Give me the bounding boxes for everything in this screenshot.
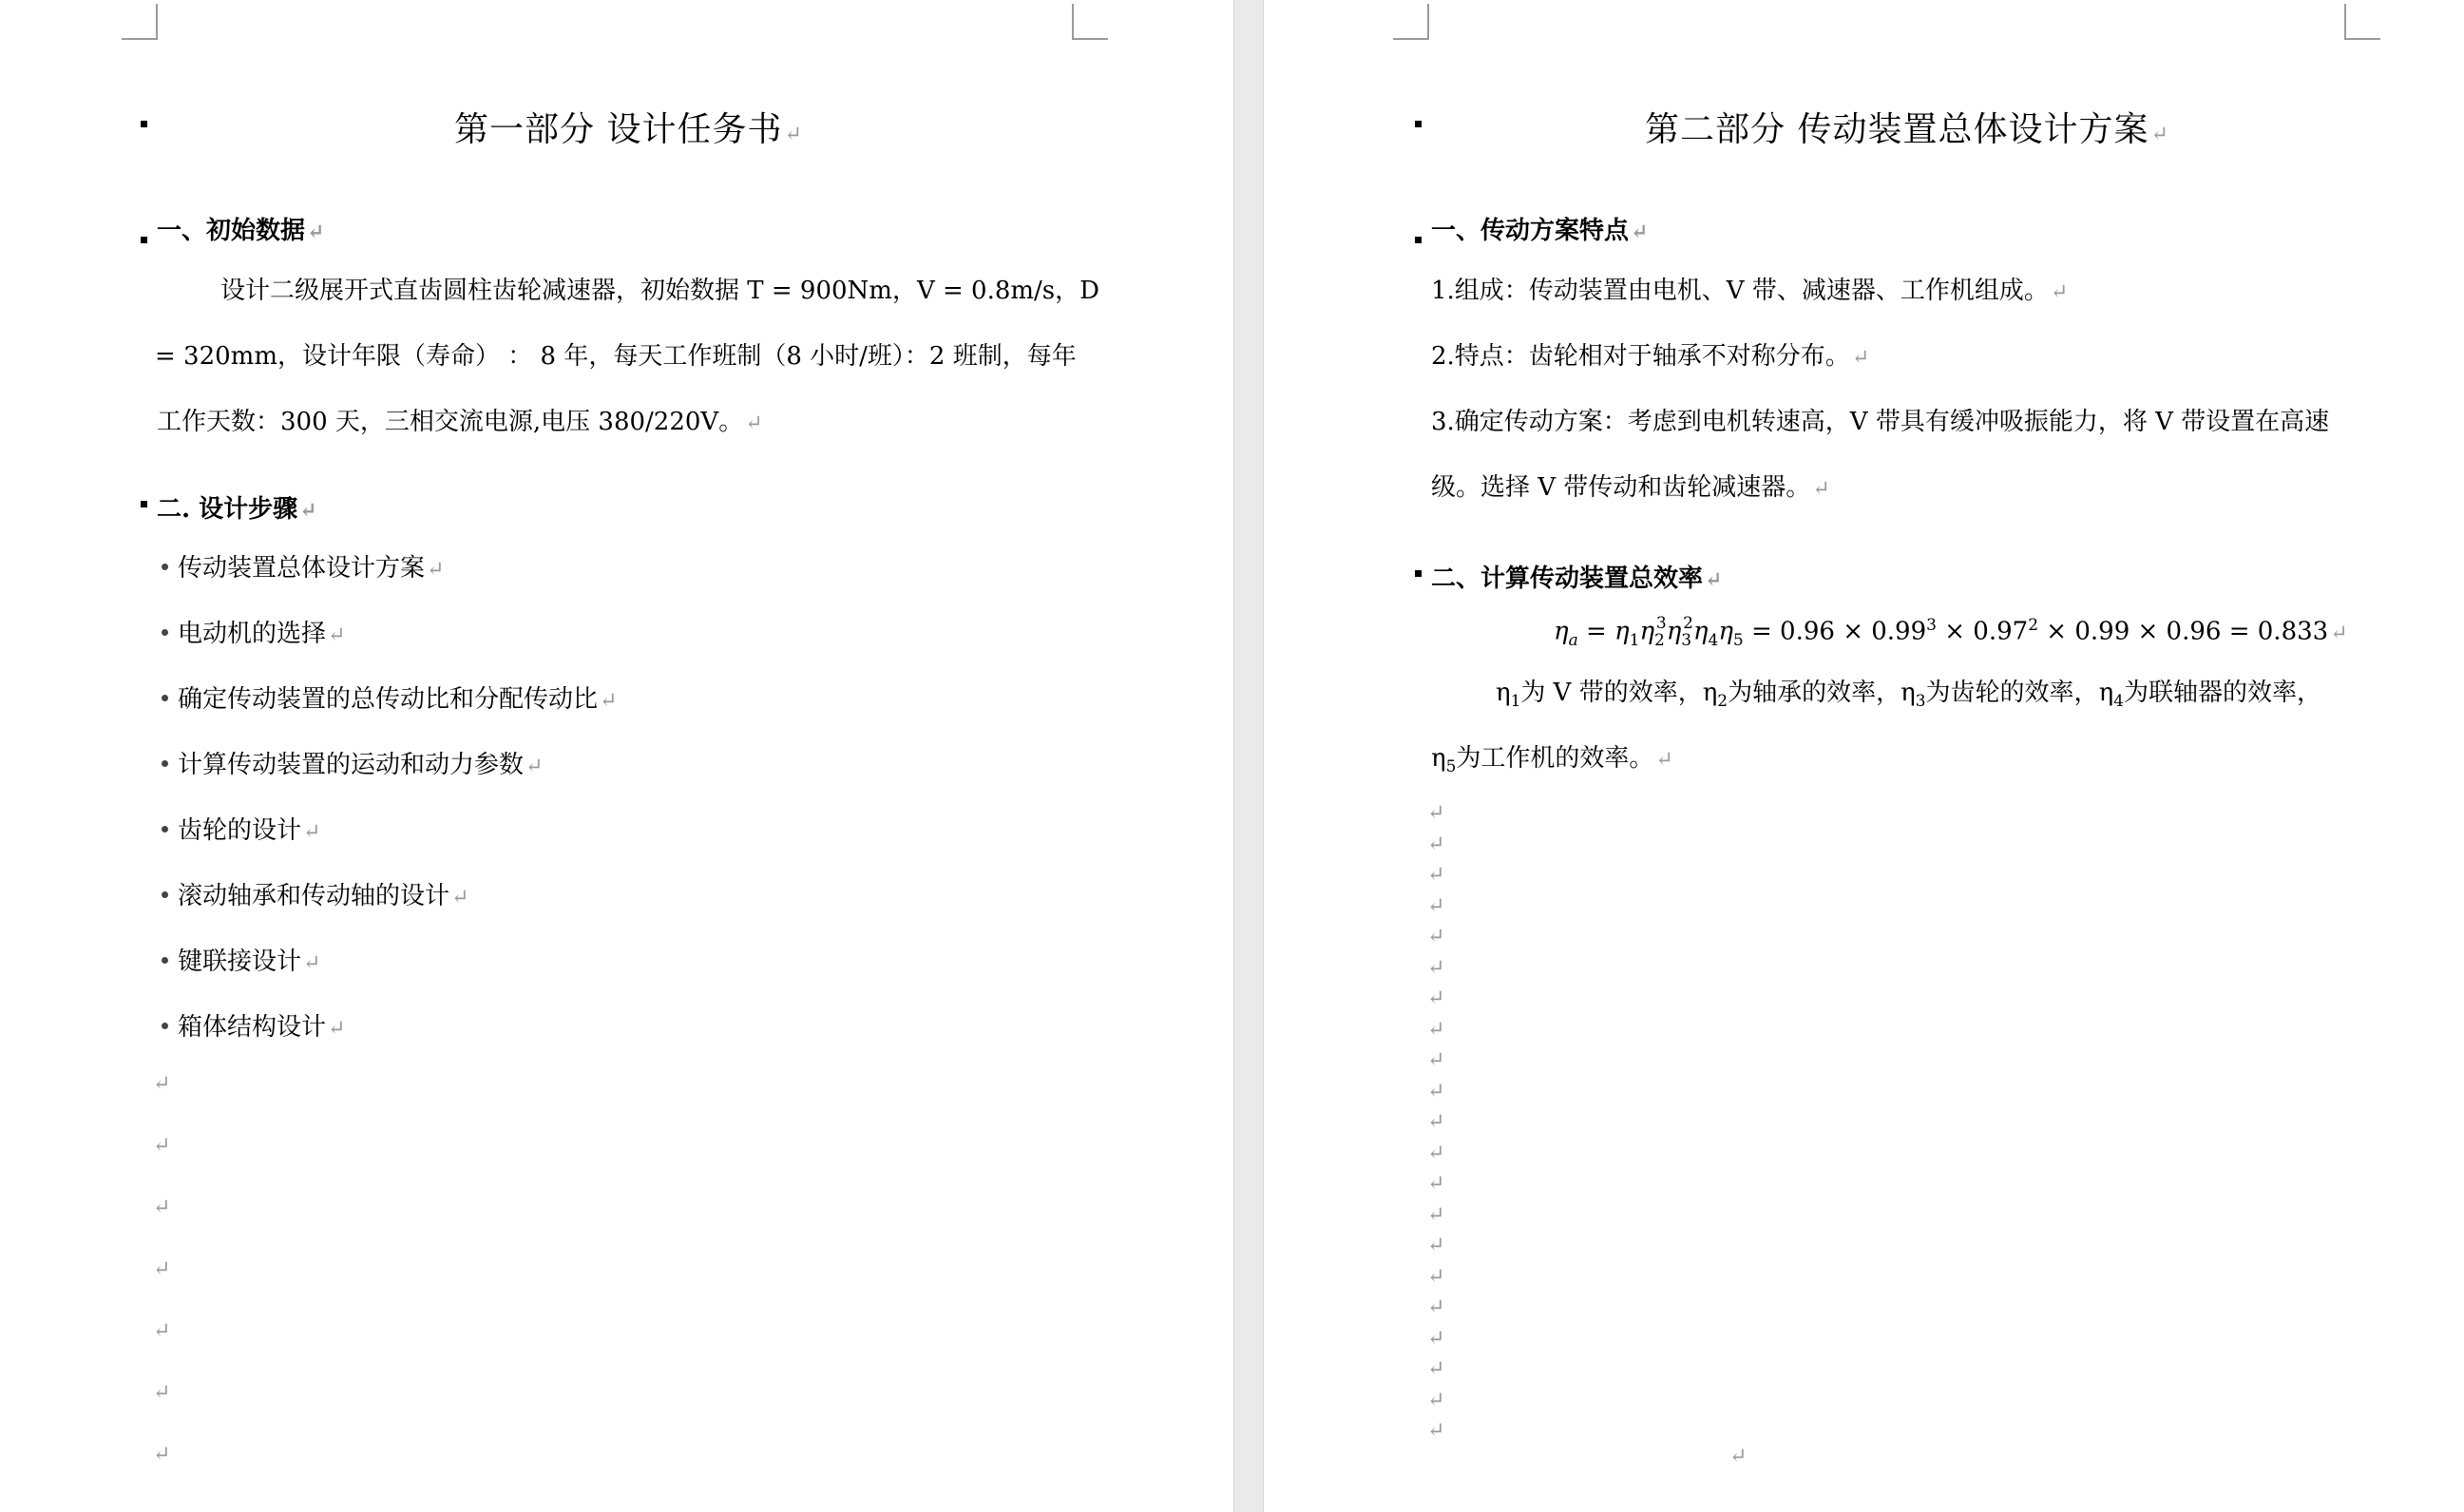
empty-paragraph-mark: ↵: [1729, 1445, 1748, 1468]
empty-paragraph-mark: ↵: [1427, 832, 1445, 856]
empty-paragraph-mark: ↵: [153, 1443, 171, 1466]
section-heading-scheme-features: 一、传动方案特点↵: [1431, 217, 1649, 245]
document-page-right: [1264, 0, 2464, 1512]
empty-paragraph-mark: ↵: [1427, 986, 1445, 1010]
heading-marker: [141, 121, 147, 127]
empty-paragraph-mark: ↵: [1427, 1234, 1445, 1257]
empty-paragraph-mark: ↵: [1427, 1419, 1445, 1443]
heading-marker: [1415, 570, 1422, 577]
heading-marker: [141, 501, 147, 507]
bullet-icon: [162, 629, 168, 636]
empty-paragraph-mark: ↵: [153, 1381, 171, 1405]
empty-paragraph-mark: ↵: [1427, 1172, 1445, 1196]
efficiency-notes-line-2: $\eta_5$为工作机的效率。↵: [1431, 744, 1673, 777]
empty-paragraph-mark: ↵: [153, 1072, 171, 1096]
heading-marker: [1415, 121, 1422, 127]
body-line-2: 2.特点：齿轮相对于轴承不对称分布。↵: [1431, 342, 1870, 371]
crop-mark-top-right: [2344, 4, 2380, 40]
body-line-2: = 320mm，设计年限（寿命） ： 8 年，每天工作班制（8 小时/班）：2 班制，每年: [155, 342, 1077, 371]
bullet-icon: [162, 957, 168, 964]
list-item: 电动机的选择↵: [162, 614, 345, 649]
page-title: 第一部分 设计任务书↵: [454, 110, 803, 149]
bullet-icon: [162, 564, 168, 570]
crop-mark-top-right: [1072, 4, 1108, 40]
bullet-icon: [162, 1023, 168, 1029]
heading-marker: [141, 237, 147, 243]
empty-paragraph-mark: ↵: [153, 1257, 171, 1281]
section-heading-design-steps: 二. 设计步骤↵: [157, 495, 317, 524]
empty-paragraph-mark: ↵: [1427, 1140, 1445, 1165]
empty-paragraph-mark: ↵: [153, 1134, 171, 1158]
crop-mark-top-left: [122, 4, 158, 40]
empty-paragraph-mark: ↵: [1427, 955, 1445, 980]
empty-paragraph-mark: ↵: [1427, 1388, 1445, 1412]
empty-paragraph-mark: ↵: [1427, 1110, 1445, 1134]
empty-paragraph-mark: ↵: [1427, 863, 1445, 887]
empty-paragraph-mark: ↵: [1427, 1264, 1445, 1289]
list-item: 传动装置总体设计方案↵: [162, 548, 444, 584]
bullet-icon: [162, 826, 168, 833]
body-line-1: 设计二级展开式直齿圆柱齿轮减速器，初始数据 T = 900Nm，V = 0.8m/s，D: [220, 277, 1099, 305]
page-title: 第二部分 传动装置总体设计方案↵: [1645, 110, 2169, 149]
list-item: 齿轮的设计↵: [162, 811, 320, 846]
list-item: 计算传动装置的运动和动力参数↵: [162, 745, 543, 780]
bullet-icon: [162, 891, 168, 898]
body-line-3: 工作天数：300 天，三相交流电源,电压 380/220V。↵: [157, 408, 763, 436]
empty-paragraph-mark: ↵: [1427, 1048, 1445, 1072]
crop-mark-top-left: [1393, 4, 1429, 40]
empty-paragraph-mark: ↵: [1427, 1202, 1445, 1227]
empty-paragraph-mark: ↵: [1427, 1079, 1445, 1103]
list-item: 滚动轴承和传动轴的设计↵: [162, 876, 468, 911]
empty-paragraph-mark: ↵: [1427, 925, 1445, 948]
page-gap: [1233, 0, 1264, 1512]
section-heading-total-efficiency: 二、计算传动装置总效率↵: [1431, 565, 1723, 593]
body-line-1: 1.组成：传动装置由电机、V 带、减速器、工作机组成。↵: [1431, 277, 2069, 305]
empty-paragraph-mark: ↵: [1427, 801, 1445, 825]
list-item: 键联接设计↵: [162, 942, 320, 977]
efficiency-formula: $\eta_a = \eta_1\eta_2^3\eta_3^2\eta_4\eta_5 = 0.96 \times 0.99^3 \times 0.97^2 \times 0.99 \times 0.96$ = 0.833↵: [1554, 614, 2348, 650]
empty-paragraph-mark: ↵: [153, 1319, 171, 1343]
bullet-icon: [162, 695, 168, 701]
section-heading-initial-data: 一、初始数据↵: [157, 217, 325, 245]
bullet-icon: [162, 760, 168, 767]
body-line-3: 3.确定传动方案：考虑到电机转速高，V 带具有缓冲吸振能力，将 V 带设置在高速: [1431, 408, 2330, 436]
empty-paragraph-mark: ↵: [1427, 893, 1445, 918]
list-item: 箱体结构设计↵: [162, 1007, 345, 1043]
empty-paragraph-mark: ↵: [1427, 1326, 1445, 1350]
empty-paragraph-mark: ↵: [1427, 1017, 1445, 1042]
efficiency-notes-line-1: $\eta_1$为 V 带的效率，$\eta_2$为轴承的效率，$\eta_3$为齿轮的效率，$\eta_4$为联轴器的效率，: [1496, 679, 2321, 712]
empty-paragraph-mark: ↵: [1427, 1295, 1445, 1319]
list-item: 确定传动装置的总传动比和分配传动比↵: [162, 679, 617, 715]
empty-paragraph-mark: ↵: [153, 1196, 171, 1219]
empty-paragraph-mark: ↵: [1427, 1357, 1445, 1381]
body-line-4: 级。选择 V 带传动和齿轮减速器。↵: [1431, 473, 1830, 502]
heading-marker: [1415, 237, 1422, 243]
